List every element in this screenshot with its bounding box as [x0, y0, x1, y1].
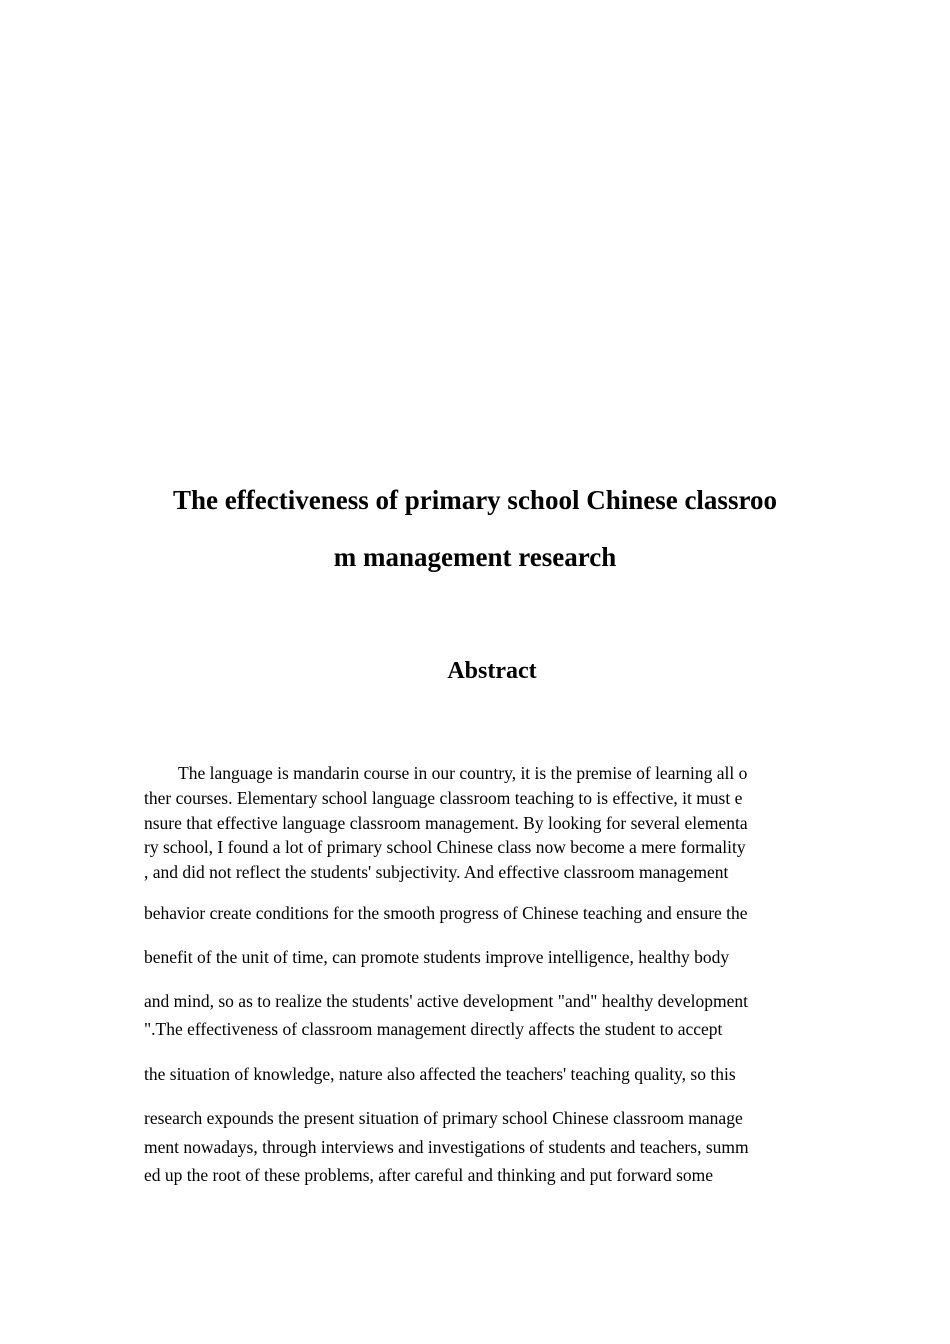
abstract-heading: Abstract [447, 658, 537, 684]
abstract-line-3: nsure that effective language classroom management. By looking for several elementa [144, 813, 748, 833]
title-line-2: m management research [333, 542, 617, 572]
abstract-line-13: ed up the root of these problems, after careful and thinking and put forward some [144, 1165, 714, 1185]
abstract-line-5: , and did not reflect the students' subjectivity. And effective classroom management [144, 862, 729, 882]
title-line-1: The effectiveness of primary school Chinese classroo [173, 485, 777, 515]
abstract-line-9: ".The effectiveness of classroom management directly affects the student to accept [144, 1019, 723, 1039]
abstract-line-8: and mind, so as to realize the students' active development "and" healthy development [144, 991, 748, 1011]
abstract-line-10: the situation of knowledge, nature also affected the teachers' teaching quality, so this [144, 1064, 736, 1084]
abstract-line-4: ry school, I found a lot of primary school Chinese class now become a mere formality [144, 837, 746, 857]
abstract-line-12: ment nowadays, through interviews and investigations of students and teachers, summ [144, 1137, 749, 1157]
abstract-line-6: behavior create conditions for the smooth progress of Chinese teaching and ensure the [144, 903, 748, 923]
abstract-line-1: The language is mandarin course in our country, it is the premise of learning all o [178, 763, 748, 783]
abstract-line-7: benefit of the unit of time, can promote students improve intelligence, healthy body [144, 947, 730, 967]
abstract-line-11: research expounds the present situation of primary school Chinese classroom manage [144, 1108, 743, 1128]
abstract-line-2: ther courses. Elementary school language classroom teaching to is effective, it must e [144, 788, 743, 808]
